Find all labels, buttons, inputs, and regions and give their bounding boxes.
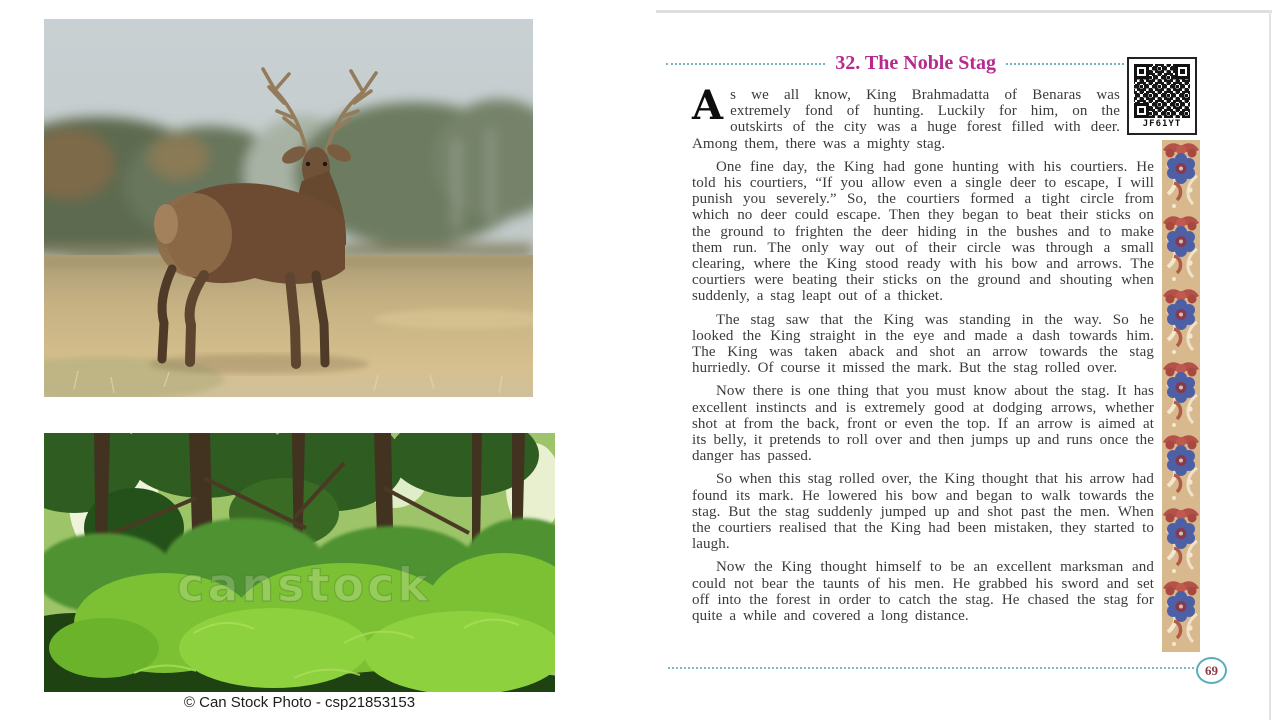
- forest-photo: [44, 433, 555, 692]
- page-right-edge: [1269, 10, 1271, 720]
- story-paragraph: One fine day, the King had gone hunting with his courtiers. He told his courtiers, “If you allow even a single deer to escape, I will punish you severely.” So, the courtiers formed a tight circle from which no deer could escape. Then they began to beat their sticks on the ground to frighten the deer hiding in the bushes and to make them run. The only way out of their circle was through a small clearing, where the King stood ready with his bow and arrows. The courtiers were beating their sticks on the ground and shouting when suddenly, a stag leapt out of a thicket.: [692, 158, 1154, 305]
- qr-finder-icon: [1134, 64, 1149, 79]
- chapter-title: 32. The Noble Stag: [835, 52, 997, 74]
- story-paragraph: So when this stag rolled over, the King thought that his arrow had found its mark. He lowered his bow and began to walk towards the stag. But the stag suddenly jumped up and shot past the men. When the courtiers realised that the King had been mistaken, they started to laugh.: [692, 471, 1154, 553]
- story-paragraph: The stag saw that the King was standing in the way. So he looked the King straight in the eye and made a dash towards him. The King was taken aback and shot an arrow towards the stag hurriedly. Of course it missed the mark. But the stag rolled over.: [692, 311, 1154, 377]
- stag-photo-art: [44, 19, 533, 397]
- title-dots-right: [1006, 63, 1124, 65]
- qr-label: JF61YT: [1129, 119, 1195, 132]
- stag-photo: [44, 19, 533, 397]
- page-number-dots: [668, 667, 1194, 669]
- forest-photo-art: [44, 433, 555, 692]
- story-paragraph: Now the King thought himself to be an excellent marksman and could not bear the taunts of his men. He grabbed his sword and set off into the forest in order to catch the stag. He chased the stag for quite a while and covered a long distance.: [692, 559, 1154, 625]
- page-top-edge: [656, 10, 1272, 13]
- chapter-title-row: [666, 52, 1124, 75]
- drop-cap: A: [692, 82, 724, 129]
- title-dots-left: [666, 63, 825, 65]
- qr-finder-icon: [1175, 64, 1190, 79]
- story-paragraph: Now there is one thing that you must know about the stag. It has excellent instincts and is extremely good at dodging arrows, whether shot at from the back, front or even the top. If an arrow is aimed at its belly, it pretends to roll over and then jumps up and runs once the danger has passed.: [692, 383, 1154, 465]
- photo-caption: © Can Stock Photo - csp21853153: [183, 694, 416, 711]
- page-number-badge: 69: [1196, 657, 1227, 684]
- story-text: [692, 82, 1154, 631]
- story-paragraph: As we all know, King Brahmadatta of Benaras was extremely fond of hunting. Luckily for him, on the outskirts of the city was a huge forest filled with deer. Among them, there was a mighty stag.: [692, 82, 1120, 152]
- decorative-border: [1162, 140, 1200, 652]
- watermark-text: canstock: [177, 558, 431, 612]
